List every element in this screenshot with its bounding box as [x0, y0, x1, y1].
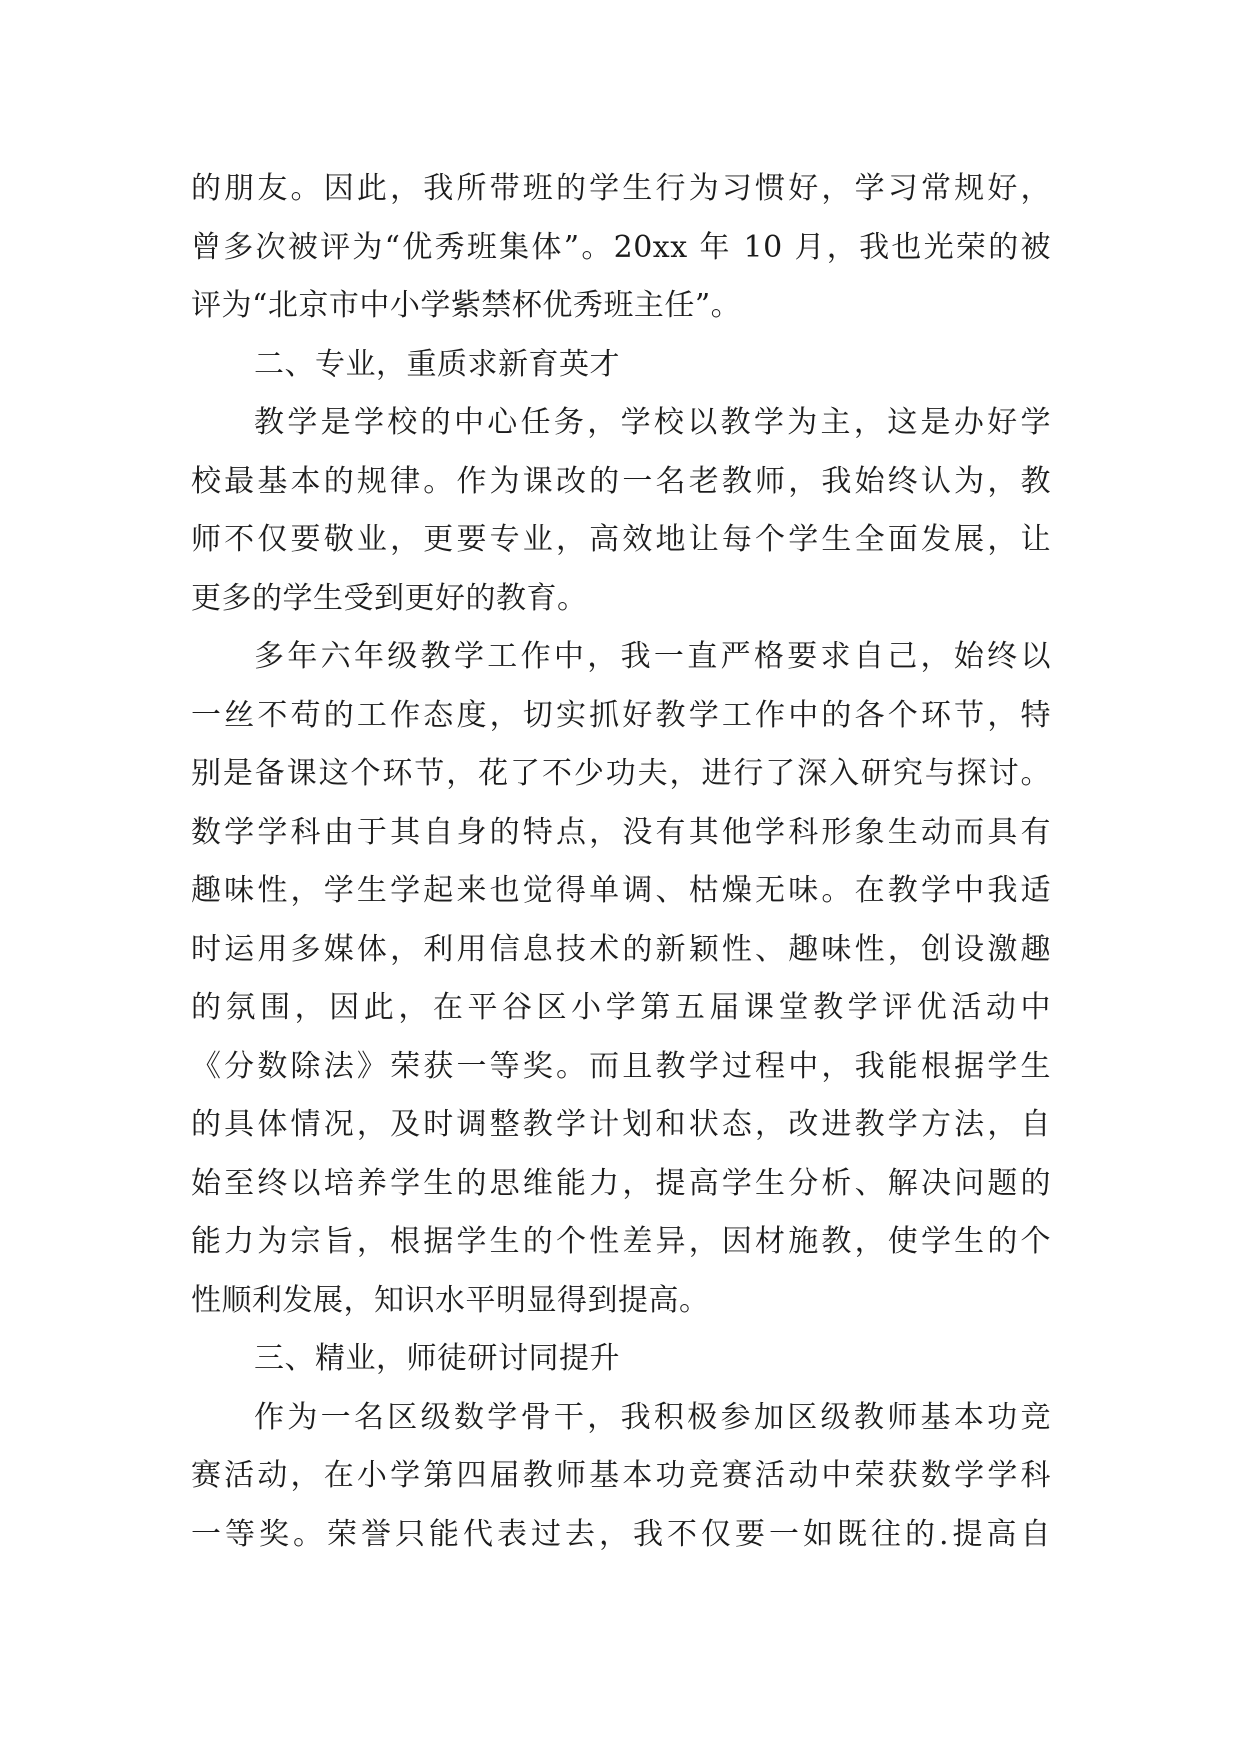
text-line: 的氛围，因此，在平谷区小学第五届课堂教学评优活动中 — [191, 990, 1051, 1025]
text-line: 趣味性，学生学起来也觉得单调、枯燥无味。在教学中我适 — [191, 873, 1051, 908]
text-line: 《分数除法》荣获一等奖。而且教学过程中，我能根据学生 — [191, 1048, 1051, 1084]
text-line: 的具体情况，及时调整教学计划和状态，改进教学方法，自 — [191, 1107, 1051, 1142]
document-body — [191, 160, 1051, 1564]
text-line: 师不仅要敬业，更要专业，高效地让每个学生全面发展，让 — [191, 522, 1051, 557]
text-line: 数学学科由于其自身的特点，没有其他学科形象生动而具有 — [191, 814, 1051, 850]
text-line: 性顺利发展，知识水平明显得到提高。 — [191, 1282, 710, 1318]
section-heading: 二、专业，重质求新育英才 — [254, 346, 620, 382]
text-line: 教学是学校的中心任务，学校以教学为主，这是办好学 — [254, 405, 1051, 440]
text-line: 更多的学生受到更好的教育。 — [191, 580, 588, 616]
text-line: 校最基本的规律。作为课改的一名老教师，我始终认为，教 — [191, 463, 1051, 499]
text-line: 一等奖。荣誉只能代表过去，我不仅要一如既往的.提高自 — [191, 1516, 1051, 1552]
text-line: 曾多次被评为“优秀班集体”。20xx 年 10 月，我也光荣的被 — [191, 229, 1051, 265]
text-line: 能力为宗旨，根据学生的个性差异，因材施教，使学生的个 — [191, 1224, 1051, 1259]
text-line: 时运用多媒体，利用信息技术的新颖性、趣味性，创设激趣 — [191, 931, 1051, 967]
text-line: 评为“北京市中小学紫禁杯优秀班主任”。 — [191, 288, 742, 323]
text-line: 多年六年级教学工作中，我一直严格要求自己，始终以 — [254, 639, 1051, 674]
text-line: 作为一名区级数学骨干，我积极参加区级教师基本功竞 — [254, 1399, 1051, 1435]
text-line: 赛活动，在小学第四届教师基本功竞赛活动中荣获数学学科 — [191, 1458, 1051, 1493]
text-line: 别是备课这个环节，花了不少功夫，进行了深入研究与探讨。 — [191, 756, 1051, 791]
text-line: 的朋友。因此，我所带班的学生行为习惯好，学习常规好， — [191, 171, 1051, 206]
text-line: 始至终以培养学生的思维能力，提高学生分析、解决问题的 — [191, 1165, 1051, 1201]
section-heading: 三、精业，师徒研讨同提升 — [254, 1341, 620, 1376]
text-line: 一丝不苟的工作态度，切实抓好教学工作中的各个环节，特 — [191, 697, 1051, 733]
